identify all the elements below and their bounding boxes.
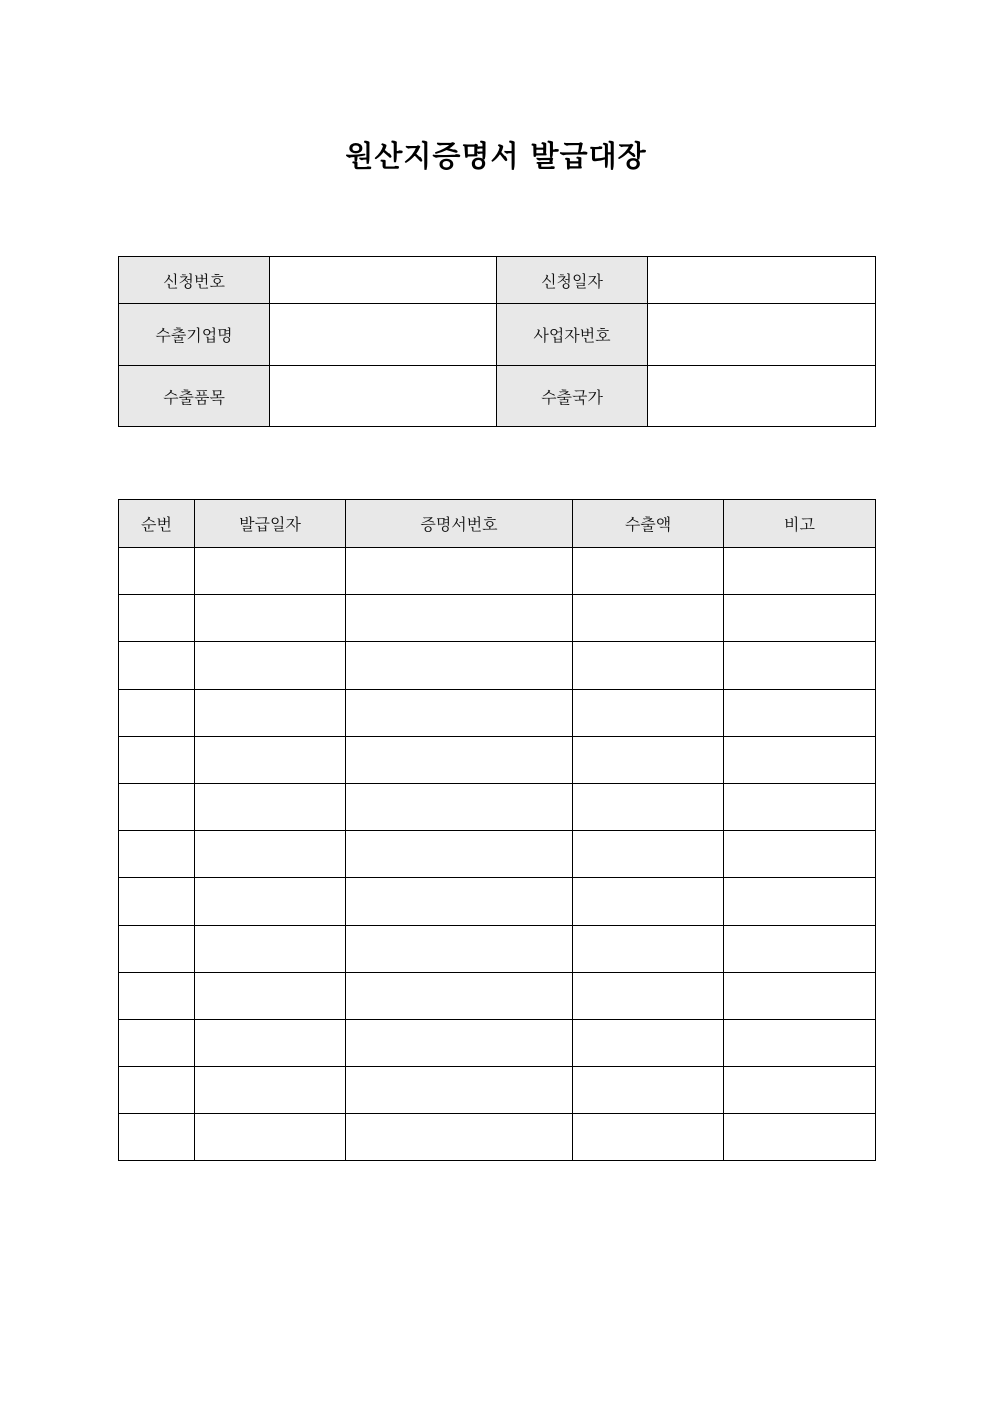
business-number-label: 사업자번호 bbox=[497, 304, 648, 366]
certificate-number-cell[interactable] bbox=[346, 783, 573, 830]
table-row bbox=[119, 878, 876, 925]
sequence-cell[interactable] bbox=[119, 1019, 195, 1066]
certificate-number-cell[interactable] bbox=[346, 642, 573, 689]
remarks-cell[interactable] bbox=[724, 878, 876, 925]
issue-date-cell[interactable] bbox=[195, 972, 346, 1019]
sequence-cell[interactable] bbox=[119, 595, 195, 642]
export-amount-cell[interactable] bbox=[573, 972, 724, 1019]
export-country-field[interactable] bbox=[648, 366, 876, 427]
export-amount-cell[interactable] bbox=[573, 595, 724, 642]
certificate-number-cell[interactable] bbox=[346, 972, 573, 1019]
table-row bbox=[119, 831, 876, 878]
export-item-label: 수출품목 bbox=[119, 366, 270, 427]
export-amount-cell[interactable] bbox=[573, 783, 724, 830]
issue-date-cell[interactable] bbox=[195, 689, 346, 736]
table-row bbox=[119, 595, 876, 642]
issue-date-cell[interactable] bbox=[195, 1067, 346, 1114]
table-row bbox=[119, 642, 876, 689]
exporter-name-field[interactable] bbox=[270, 304, 497, 366]
table-row bbox=[119, 783, 876, 830]
export-amount-cell[interactable] bbox=[573, 1067, 724, 1114]
remarks-cell[interactable] bbox=[724, 736, 876, 783]
issue-date-cell[interactable] bbox=[195, 878, 346, 925]
export-amount-cell[interactable] bbox=[573, 925, 724, 972]
certificate-number-cell[interactable] bbox=[346, 878, 573, 925]
remarks-cell[interactable] bbox=[724, 689, 876, 736]
sequence-cell[interactable] bbox=[119, 925, 195, 972]
table-row bbox=[119, 689, 876, 736]
sequence-cell[interactable] bbox=[119, 736, 195, 783]
column-header-sequence: 순번 bbox=[119, 500, 195, 548]
application-info-table bbox=[118, 256, 876, 427]
export-amount-cell[interactable] bbox=[573, 642, 724, 689]
certificate-number-cell[interactable] bbox=[346, 689, 573, 736]
export-amount-cell[interactable] bbox=[573, 689, 724, 736]
ledger-header-row bbox=[119, 500, 876, 548]
certificate-number-cell[interactable] bbox=[346, 1114, 573, 1161]
issue-date-cell[interactable] bbox=[195, 736, 346, 783]
application-date-label: 신청일자 bbox=[497, 257, 648, 304]
export-item-field[interactable] bbox=[270, 366, 497, 427]
issue-date-cell[interactable] bbox=[195, 548, 346, 595]
certificate-number-cell[interactable] bbox=[346, 736, 573, 783]
info-row bbox=[119, 257, 876, 304]
sequence-cell[interactable] bbox=[119, 972, 195, 1019]
export-amount-cell[interactable] bbox=[573, 548, 724, 595]
remarks-cell[interactable] bbox=[724, 831, 876, 878]
export-country-label: 수출국가 bbox=[497, 366, 648, 427]
issue-date-cell[interactable] bbox=[195, 783, 346, 830]
table-row bbox=[119, 736, 876, 783]
certificate-number-cell[interactable] bbox=[346, 595, 573, 642]
exporter-name-label: 수출기업명 bbox=[119, 304, 270, 366]
application-number-field[interactable] bbox=[270, 257, 497, 304]
remarks-cell[interactable] bbox=[724, 925, 876, 972]
issue-date-cell[interactable] bbox=[195, 1114, 346, 1161]
info-row bbox=[119, 304, 876, 366]
export-amount-cell[interactable] bbox=[573, 831, 724, 878]
export-amount-cell[interactable] bbox=[573, 878, 724, 925]
remarks-cell[interactable] bbox=[724, 1114, 876, 1161]
remarks-cell[interactable] bbox=[724, 783, 876, 830]
sequence-cell[interactable] bbox=[119, 831, 195, 878]
table-row bbox=[119, 1019, 876, 1066]
sequence-cell[interactable] bbox=[119, 1114, 195, 1161]
document-title: 원산지증명서 발급대장 bbox=[345, 139, 647, 173]
column-header-remarks: 비고 bbox=[724, 500, 876, 548]
table-row bbox=[119, 1067, 876, 1114]
issue-date-cell[interactable] bbox=[195, 925, 346, 972]
remarks-cell[interactable] bbox=[724, 972, 876, 1019]
export-amount-cell[interactable] bbox=[573, 736, 724, 783]
export-amount-cell[interactable] bbox=[573, 1019, 724, 1066]
issuance-ledger-table bbox=[118, 499, 876, 1161]
remarks-cell[interactable] bbox=[724, 1019, 876, 1066]
table-row bbox=[119, 548, 876, 595]
remarks-cell[interactable] bbox=[724, 642, 876, 689]
application-date-field[interactable] bbox=[648, 257, 876, 304]
column-header-issue-date: 발급일자 bbox=[195, 500, 346, 548]
remarks-cell[interactable] bbox=[724, 1067, 876, 1114]
sequence-cell[interactable] bbox=[119, 783, 195, 830]
issue-date-cell[interactable] bbox=[195, 595, 346, 642]
sequence-cell[interactable] bbox=[119, 689, 195, 736]
issue-date-cell[interactable] bbox=[195, 831, 346, 878]
column-header-export-amount: 수출액 bbox=[573, 500, 724, 548]
application-number-label: 신청번호 bbox=[119, 257, 270, 304]
remarks-cell[interactable] bbox=[724, 595, 876, 642]
info-row bbox=[119, 366, 876, 427]
table-row bbox=[119, 925, 876, 972]
certificate-number-cell[interactable] bbox=[346, 1019, 573, 1066]
remarks-cell[interactable] bbox=[724, 548, 876, 595]
certificate-number-cell[interactable] bbox=[346, 548, 573, 595]
certificate-number-cell[interactable] bbox=[346, 831, 573, 878]
sequence-cell[interactable] bbox=[119, 1067, 195, 1114]
sequence-cell[interactable] bbox=[119, 548, 195, 595]
sequence-cell[interactable] bbox=[119, 878, 195, 925]
business-number-field[interactable] bbox=[648, 304, 876, 366]
certificate-number-cell[interactable] bbox=[346, 925, 573, 972]
issue-date-cell[interactable] bbox=[195, 1019, 346, 1066]
table-row bbox=[119, 1114, 876, 1161]
column-header-certificate-number: 증명서번호 bbox=[346, 500, 573, 548]
certificate-number-cell[interactable] bbox=[346, 1067, 573, 1114]
sequence-cell[interactable] bbox=[119, 642, 195, 689]
table-row bbox=[119, 972, 876, 1019]
export-amount-cell[interactable] bbox=[573, 1114, 724, 1161]
issue-date-cell[interactable] bbox=[195, 642, 346, 689]
